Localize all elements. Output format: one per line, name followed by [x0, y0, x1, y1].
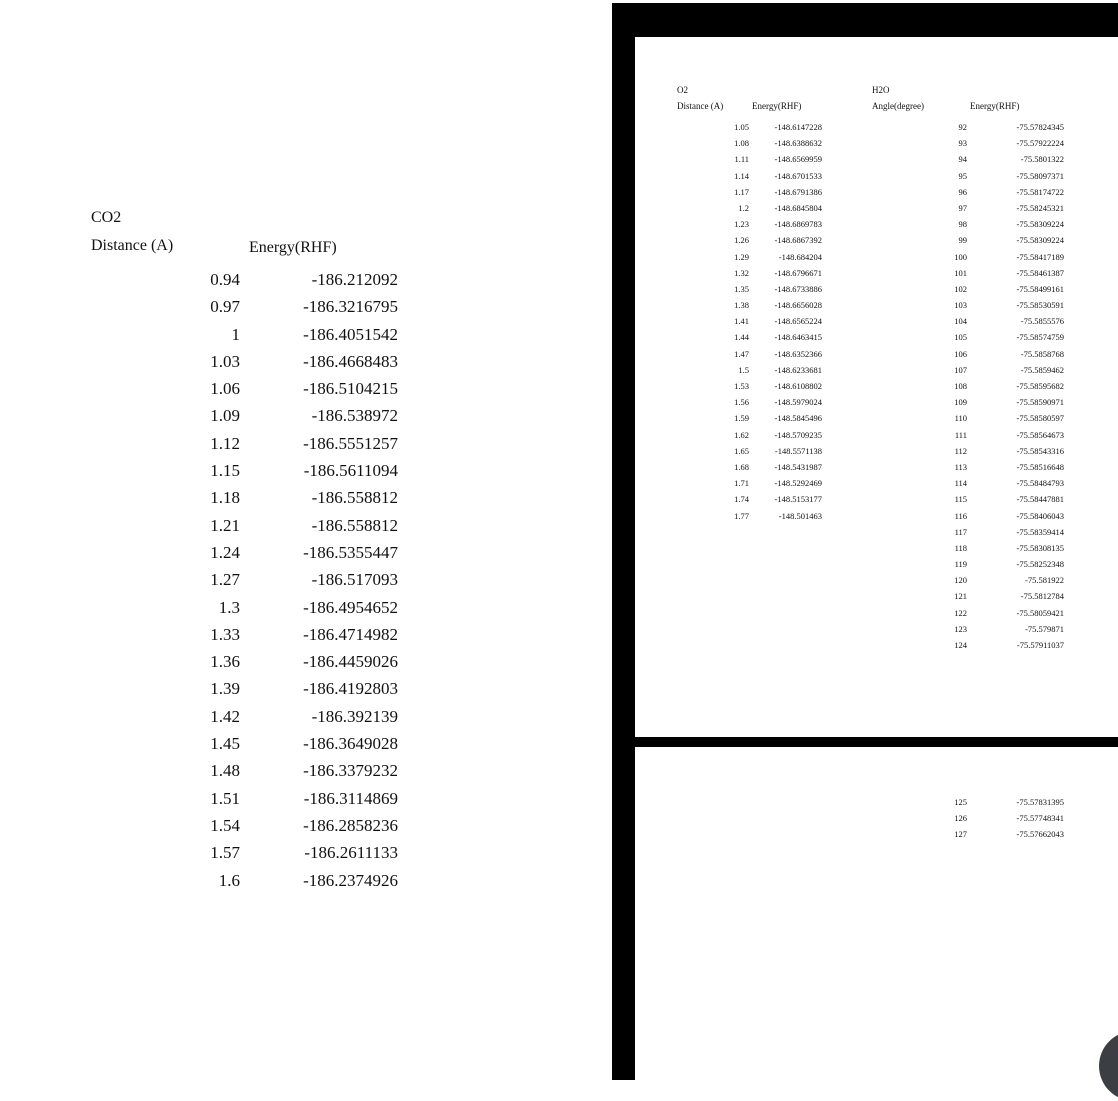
distance-cell: 1.44: [734, 332, 749, 343]
table-row: [0, 707, 612, 734]
table-row: [0, 652, 612, 679]
table-row: [900, 252, 1118, 268]
energy-cell: -186.5611094: [303, 461, 398, 481]
energy-cell: -186.5355447: [303, 542, 398, 562]
table-row: [0, 297, 612, 324]
energy-cell: -75.5859462: [1020, 364, 1064, 375]
angle-cell: 105: [954, 332, 967, 343]
energy-cell: -186.3216795: [303, 297, 398, 317]
h2o-rows: [900, 122, 1118, 656]
energy-cell: -148.6701533: [774, 170, 822, 181]
table-row: [900, 235, 1118, 251]
co2-energy-header: Energy(RHF): [249, 239, 337, 256]
table-row: [0, 352, 612, 379]
table-row: [635, 122, 935, 138]
energy-cell: -75.58595682: [1016, 381, 1064, 391]
angle-cell: 93: [958, 138, 967, 149]
energy-cell: -75.5855576: [1020, 316, 1064, 327]
distance-cell: 1: [231, 324, 240, 344]
o2-rows: [635, 122, 935, 527]
table-row: [900, 284, 1118, 300]
table-row: [635, 138, 935, 154]
energy-cell: -186.2374926: [303, 870, 398, 890]
energy-cell: -75.58174722: [1016, 186, 1064, 197]
table-row: [0, 516, 612, 543]
energy-cell: -186.4192803: [303, 679, 398, 699]
distance-cell: 1.56: [734, 397, 749, 408]
distance-cell: 1.09: [210, 406, 240, 426]
table-row: [900, 171, 1118, 187]
energy-cell: -75.58499161: [1016, 283, 1064, 294]
distance-cell: 1.15: [210, 461, 240, 481]
h2o-energy-header: Energy(RHF): [970, 101, 1020, 111]
distance-cell: 1.68: [734, 461, 749, 472]
energy-cell: -148.5153177: [774, 494, 822, 505]
table-row: [0, 761, 612, 788]
energy-cell: -148.6796671: [774, 267, 822, 278]
energy-cell: -75.58309224: [1016, 235, 1064, 246]
energy-cell: -75.58245321: [1016, 202, 1064, 213]
table-row: [635, 511, 935, 527]
table-row: [0, 843, 612, 870]
energy-cell: -75.57824345: [1016, 122, 1064, 132]
table-row: [900, 268, 1118, 284]
table-row: [0, 379, 612, 406]
table-row: [900, 316, 1118, 332]
energy-cell: -75.5801322: [1020, 154, 1064, 165]
angle-cell: 102: [954, 283, 967, 294]
angle-cell: 126: [954, 813, 967, 824]
energy-cell: -186.4051542: [303, 324, 398, 344]
table-row: [0, 598, 612, 625]
energy-cell: -148.5709235: [774, 429, 822, 440]
table-row: [900, 813, 1118, 829]
h2o-angle-header: Angle(degree): [872, 101, 924, 111]
distance-cell: 1.03: [210, 351, 240, 371]
energy-cell: -148.6388632: [774, 138, 822, 149]
table-row: [900, 349, 1118, 365]
energy-cell: -75.581922: [1025, 575, 1064, 586]
table-row: [635, 430, 935, 446]
energy-cell: -75.58574759: [1016, 332, 1064, 343]
energy-cell: -148.6869783: [774, 219, 822, 230]
energy-cell: -75.5812784: [1020, 591, 1064, 602]
distance-cell: 0.94: [210, 270, 240, 289]
distance-cell: 1.45: [210, 734, 240, 754]
table-row: [900, 462, 1118, 478]
table-row: [0, 325, 612, 352]
distance-cell: 1.6: [218, 870, 240, 890]
table-row: [0, 461, 612, 488]
energy-cell: -75.58580597: [1016, 413, 1064, 424]
table-row: [900, 527, 1118, 543]
angle-cell: 94: [958, 154, 967, 165]
distance-cell: 1.51: [210, 788, 240, 808]
distance-cell: 1.26: [734, 235, 749, 246]
table-row: [900, 543, 1118, 559]
table-row: [635, 381, 935, 397]
o2-distance-header: Distance (A): [677, 101, 724, 111]
energy-cell: -75.58590971: [1016, 397, 1064, 408]
table-row: [0, 543, 612, 570]
angle-cell: 107: [954, 364, 967, 375]
distance-cell: 1.18: [210, 488, 240, 508]
angle-cell: 116: [954, 510, 967, 521]
angle-cell: 95: [958, 170, 967, 181]
table-row: [900, 187, 1118, 203]
table-row: [635, 397, 935, 413]
table-row: [635, 494, 935, 510]
table-row: [635, 462, 935, 478]
angle-cell: 111: [954, 429, 967, 440]
table-row: [635, 413, 935, 429]
distance-cell: 1.14: [734, 170, 749, 181]
angle-cell: 100: [954, 251, 967, 262]
table-row: [0, 789, 612, 816]
table-row: [900, 203, 1118, 219]
angle-cell: 97: [958, 202, 967, 213]
table-row: [0, 871, 612, 898]
table-row: [900, 219, 1118, 235]
table-row: [900, 381, 1118, 397]
table-row: [635, 446, 935, 462]
table-row: [635, 284, 935, 300]
energy-cell: -186.4954652: [303, 597, 398, 617]
distance-cell: 1.21: [210, 515, 240, 535]
energy-cell: -148.6733886: [774, 283, 822, 294]
distance-cell: 1.59: [734, 413, 749, 424]
energy-cell: -148.6565224: [774, 316, 822, 327]
energy-cell: -186.5104215: [303, 379, 398, 399]
energy-cell: -75.58564673: [1016, 429, 1064, 440]
table-row: [0, 406, 612, 433]
energy-cell: -75.58406043: [1016, 510, 1064, 521]
energy-cell: -75.58461387: [1016, 267, 1064, 278]
energy-cell: -148.684204: [778, 251, 822, 262]
table-row: [635, 235, 935, 251]
table-row: [900, 591, 1118, 607]
angle-cell: 96: [958, 186, 967, 197]
angle-cell: 123: [954, 623, 967, 634]
distance-cell: 1.41: [734, 316, 749, 327]
angle-cell: 119: [954, 559, 967, 570]
table-row: [635, 478, 935, 494]
distance-cell: 1.32: [734, 267, 749, 278]
distance-cell: 1.57: [210, 843, 240, 863]
angle-cell: 113: [954, 461, 967, 472]
table-row: [900, 430, 1118, 446]
distance-cell: 0.97: [210, 297, 240, 317]
energy-cell: -148.5845496: [774, 413, 822, 424]
energy-cell: -148.6791386: [774, 186, 822, 197]
energy-cell: -186.3114869: [303, 788, 398, 808]
energy-cell: -186.558812: [311, 488, 398, 508]
energy-cell: -148.5571138: [774, 445, 822, 456]
table-row: [0, 625, 612, 652]
table-row: [635, 316, 935, 332]
h2o-title: H2O: [872, 85, 890, 95]
energy-cell: -148.6867392: [774, 235, 822, 246]
o2-title: O2: [677, 85, 688, 95]
distance-cell: 1.74: [734, 494, 749, 505]
distance-cell: 1.08: [734, 138, 749, 149]
energy-cell: -148.6352366: [774, 348, 822, 359]
energy-cell: -186.4714982: [303, 624, 398, 644]
distance-cell: 1.5: [738, 364, 749, 375]
table-row: [635, 171, 935, 187]
table-row: [900, 511, 1118, 527]
energy-cell: -148.5292469: [774, 478, 822, 489]
energy-cell: -186.538972: [311, 406, 398, 426]
table-row: [635, 154, 935, 170]
angle-cell: 125: [954, 797, 967, 807]
table-row: [0, 679, 612, 706]
distance-cell: 1.35: [734, 283, 749, 294]
energy-cell: -148.6233681: [774, 364, 822, 375]
energy-cell: -75.58059421: [1016, 607, 1064, 618]
table-row: [900, 797, 1118, 813]
energy-cell: -186.2858236: [303, 815, 398, 835]
energy-cell: -75.579871: [1025, 623, 1064, 634]
angle-cell: 101: [954, 267, 967, 278]
distance-cell: 1.47: [734, 348, 749, 359]
energy-cell: -186.4668483: [303, 351, 398, 371]
energy-cell: -148.501463: [778, 510, 822, 521]
energy-cell: -148.6656028: [774, 300, 822, 311]
table-row: [900, 122, 1118, 138]
energy-cell: -148.6108802: [774, 381, 822, 391]
angle-cell: 118: [954, 542, 967, 553]
energy-cell: -75.58484793: [1016, 478, 1064, 489]
energy-cell: -186.3379232: [303, 761, 398, 781]
angle-cell: 127: [954, 829, 967, 840]
energy-cell: -186.212092: [311, 270, 398, 289]
table-row: [635, 252, 935, 268]
table-row: [900, 559, 1118, 575]
distance-cell: 1.3: [218, 597, 240, 617]
distance-cell: 1.65: [734, 445, 749, 456]
angle-cell: 115: [954, 494, 967, 505]
energy-cell: -186.5551257: [303, 433, 398, 453]
table-row: [900, 478, 1118, 494]
energy-cell: -186.392139: [311, 706, 398, 726]
angle-cell: 112: [954, 445, 967, 456]
table-row: [0, 570, 612, 597]
energy-cell: -75.58530591: [1016, 300, 1064, 311]
angle-cell: 117: [954, 526, 967, 537]
energy-cell: -148.6147228: [774, 122, 822, 132]
distance-cell: 1.77: [734, 510, 749, 521]
energy-cell: -75.57911037: [1016, 640, 1064, 650]
distance-cell: 1.33: [210, 624, 240, 644]
energy-cell: -75.5858768: [1020, 348, 1064, 359]
distance-cell: 1.48: [210, 761, 240, 781]
co2-distance-header: Distance (A): [91, 237, 174, 254]
distance-cell: 1.54: [210, 815, 240, 835]
table-row: [635, 187, 935, 203]
distance-cell: 1.11: [734, 154, 749, 165]
energy-cell: -75.58417189: [1016, 251, 1064, 262]
distance-cell: 1.71: [734, 478, 749, 489]
table-row: [900, 365, 1118, 381]
angle-cell: 122: [954, 607, 967, 618]
distance-cell: 1.29: [734, 251, 749, 262]
table-row: [635, 268, 935, 284]
angle-cell: 104: [954, 316, 967, 327]
table-row: [900, 413, 1118, 429]
angle-cell: 92: [958, 122, 967, 132]
table-row: [635, 203, 935, 219]
angle-cell: 124: [954, 640, 967, 650]
distance-cell: 1.53: [734, 381, 749, 391]
table-row: [0, 434, 612, 461]
table-row: [900, 829, 1118, 845]
angle-cell: 121: [954, 591, 967, 602]
energy-cell: -75.57831395: [1016, 797, 1064, 807]
angle-cell: 110: [954, 413, 967, 424]
angle-cell: 120: [954, 575, 967, 586]
o2-energy-header: Energy(RHF): [752, 101, 802, 111]
distance-cell: 1.36: [210, 652, 240, 672]
distance-cell: 1.27: [210, 570, 240, 590]
energy-cell: -186.4459026: [303, 652, 398, 672]
table-row: [0, 488, 612, 515]
table-row: [900, 332, 1118, 348]
co2-title: CO2: [91, 209, 122, 226]
energy-cell: -75.57748341: [1016, 813, 1064, 824]
angle-cell: 108: [954, 381, 967, 391]
energy-cell: -75.57922224: [1016, 138, 1064, 149]
table-row: [635, 332, 935, 348]
distance-cell: 1.12: [210, 433, 240, 453]
h2o-rows-page-2: [900, 797, 1118, 846]
table-row: [0, 734, 612, 761]
distance-cell: 1.05: [734, 122, 749, 132]
table-row: [635, 219, 935, 235]
table-row: [900, 138, 1118, 154]
angle-cell: 109: [954, 397, 967, 408]
table-row: [635, 300, 935, 316]
energy-cell: -75.58308135: [1016, 542, 1064, 553]
energy-cell: -186.517093: [311, 570, 398, 590]
energy-cell: -75.58359414: [1016, 526, 1064, 537]
energy-cell: -75.58447881: [1016, 494, 1064, 505]
angle-cell: 114: [954, 478, 967, 489]
table-row: [900, 446, 1118, 462]
table-row: [900, 624, 1118, 640]
energy-cell: -75.58097371: [1016, 170, 1064, 181]
energy-cell: -148.5431987: [774, 461, 822, 472]
energy-cell: -186.2611133: [304, 843, 398, 863]
table-row: [900, 397, 1118, 413]
table-row: [900, 575, 1118, 591]
energy-cell: -148.6463415: [774, 332, 822, 343]
angle-cell: 99: [958, 235, 967, 246]
table-row: [900, 494, 1118, 510]
angle-cell: 106: [954, 348, 967, 359]
distance-cell: 1.17: [734, 186, 749, 197]
energy-cell: -75.58516648: [1016, 461, 1064, 472]
table-row: [635, 349, 935, 365]
table-row: [900, 640, 1118, 656]
energy-cell: -75.58252348: [1016, 559, 1064, 570]
distance-cell: 1.24: [210, 542, 240, 562]
table-row: [900, 154, 1118, 170]
co2-rows: [0, 270, 612, 898]
table-row: [0, 270, 612, 297]
distance-cell: 1.38: [734, 300, 749, 311]
energy-cell: -75.57662043: [1016, 829, 1064, 840]
distance-cell: 1.23: [734, 219, 749, 230]
energy-cell: -148.6569959: [774, 154, 822, 165]
angle-cell: 98: [958, 219, 967, 230]
table-row: [900, 300, 1118, 316]
distance-cell: 1.39: [210, 679, 240, 699]
energy-cell: -148.6845804: [774, 202, 822, 213]
energy-cell: -75.58543316: [1016, 445, 1064, 456]
table-row: [0, 816, 612, 843]
energy-cell: -186.3649028: [303, 734, 398, 754]
energy-cell: -186.558812: [311, 515, 398, 535]
angle-cell: 103: [954, 300, 967, 311]
table-row: [900, 608, 1118, 624]
table-row: [635, 365, 935, 381]
energy-cell: -75.58309224: [1016, 219, 1064, 230]
distance-cell: 1.42: [210, 706, 240, 726]
distance-cell: 1.62: [734, 429, 749, 440]
distance-cell: 1.2: [738, 202, 749, 213]
distance-cell: 1.06: [210, 379, 240, 399]
energy-cell: -148.5979024: [774, 397, 822, 408]
